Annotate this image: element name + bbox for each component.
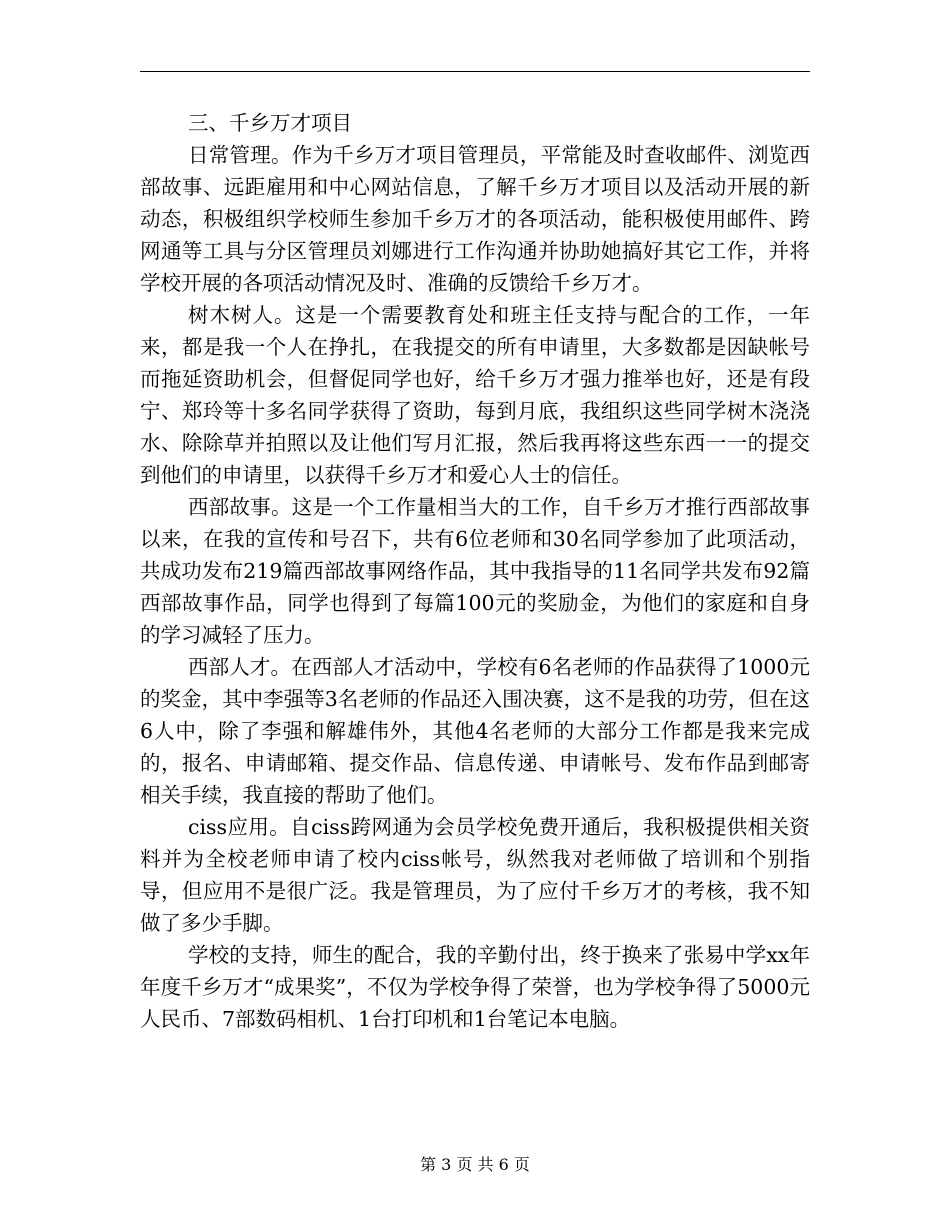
section-heading: 三、千乡万才项目 [188, 111, 352, 135]
paragraph-western-talent: 西部人才。在西部人才活动中，学校有6名老师的作品获得了1000元的奖金，其中李强等3名老师的作品还入围决赛，这不是我的功劳，但在这6人中，除了李强和解雄伟外，其他4名老师的大部分工作都是我来完成的，报名、申请邮箱、提交作品、信息传递、申请帐号、发布作品到邮寄相关手续，我直接的帮助了他们。 [140, 655, 810, 807]
paragraph-daily-management: 日常管理。作为千乡万才项目管理员，平常能及时查收邮件、浏览西部故事、远距雇用和中心网站信息，了解千乡万才项目以及活动开展的新动态，积极组织学校师生参加千乡万才的各项活动，能积极使用邮件、跨网通等工具与分区管理员刘娜进行工作沟通并协助她搞好其它工作，并将学校开展的各项活动情况及时、准确的反馈给千乡万才。 [140, 143, 810, 295]
header-rule [140, 71, 810, 72]
page-number-footer: 第 3 页 共 6 页 [420, 1155, 530, 1174]
paragraph-tree-planting: 树木树人。这是一个需要教育处和班主任支持与配合的工作，一年来，都是我一个人在挣扎，在我提交的所有申请里，大多数都是因缺帐号而拖延资助机会，但督促同学也好，给千乡万才强力推举也好，还是有段宁、郑玲等十多名同学获得了资助，每到月底，我组织这些同学树木浇浇水、除除草并拍照以及让他们写月汇报，然后我再将这些东西一一的提交到他们的申请里，以获得千乡万才和爱心人士的信任。 [140, 303, 810, 487]
document-body [140, 107, 810, 1035]
paragraph-ciss-application: ciss应用。自ciss跨网通为会员学校免费开通后，我积极提供相关资料并为全校老师申请了校内ciss帐号，纵然我对老师做了培训和个别指导，但应用不是很广泛。我是管理员，为了应付千乡万才的考核，我不知做了多少手脚。 [140, 815, 810, 935]
paragraph-school-support: 学校的支持，师生的配合，我的辛勤付出，终于换来了张易中学xx年年度千乡万才“成果奖”，不仅为学校争得了荣誉，也为学校争得了5000元人民币、7部数码相机、1台打印机和1台笔记本电脑。 [140, 943, 810, 1031]
paragraph-western-stories: 西部故事。这是一个工作量相当大的工作，自千乡万才推行西部故事以来，在我的宣传和号召下，共有6位老师和30名同学参加了此项活动，共成功发布219篇西部故事网络作品，其中我指导的11名同学共发布92篇西部故事作品，同学也得到了每篇100元的奖励金，为他们的家庭和自身的学习减轻了压力。 [140, 495, 810, 647]
